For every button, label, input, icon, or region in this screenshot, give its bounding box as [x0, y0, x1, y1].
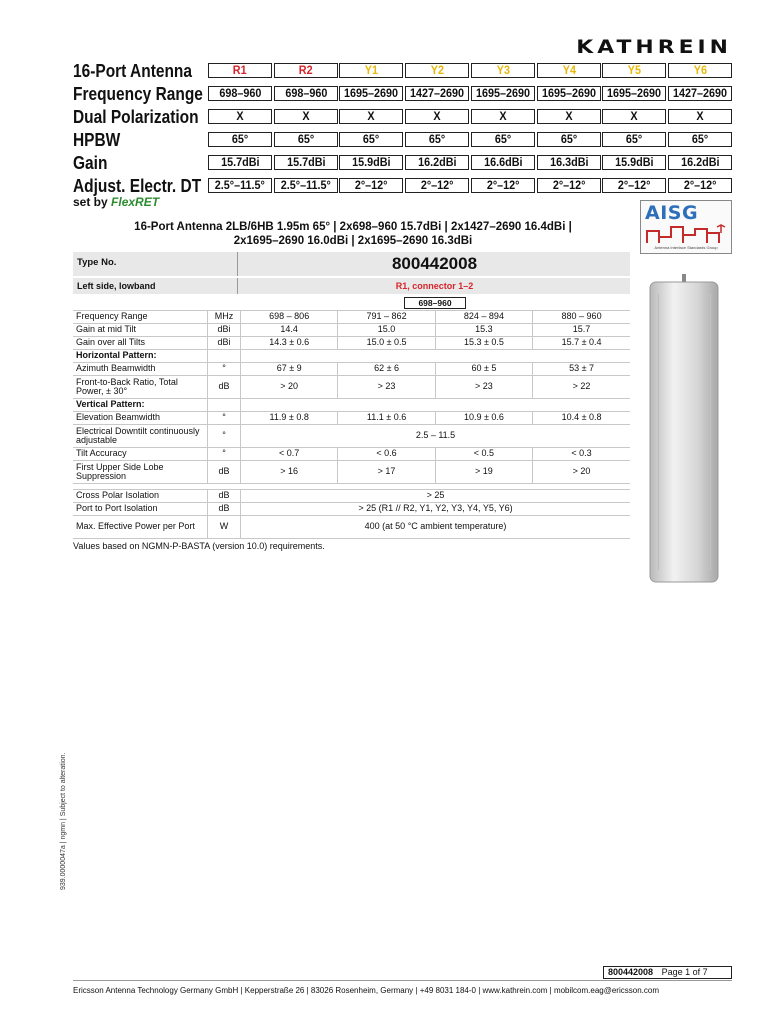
row-value: 10.4 ± 0.8 [533, 412, 630, 425]
summary-cell [405, 109, 469, 124]
summary-cell [405, 132, 469, 147]
row-unit: ° [208, 425, 241, 448]
summary-row-label: Gain [73, 153, 108, 173]
row-label: Frequency Range [73, 311, 208, 324]
summary-cell [602, 86, 666, 101]
summary-cell-text: 2°–12° [552, 178, 586, 192]
summary-cell-text: X [367, 109, 375, 123]
summary-cell-text: 2°–12° [486, 178, 520, 192]
aisg-logo-caption: Antenna Interface Standards Group [654, 245, 718, 250]
row-unit: dB [208, 461, 241, 484]
row-value: 400 (at 50 °C ambient temperature) [241, 516, 631, 539]
summary-cell [274, 86, 338, 101]
row-value: 11.9 ± 0.8 [241, 412, 338, 425]
row-value: > 25 [241, 490, 631, 503]
summary-cell [668, 155, 732, 170]
table-row [73, 337, 630, 350]
summary-cell [339, 109, 403, 124]
footer-part-number: 800442008 [608, 967, 654, 977]
summary-cell-text: 65° [625, 132, 643, 146]
row-unit: MHz [208, 311, 241, 324]
summary-cell-text: Y2 [430, 63, 444, 77]
side-band-bar [73, 278, 630, 294]
summary-cell-text: 2°–12° [420, 178, 454, 192]
summary-row-label: Adjust. Electr. DT [73, 176, 202, 196]
summary-cell-text: 16.2dBi [680, 155, 720, 169]
table-row [73, 503, 630, 516]
row-unit: dBi [208, 337, 241, 350]
row-label: Tilt Accuracy [73, 448, 208, 461]
row-value: 15.3 ± 0.5 [435, 337, 532, 350]
type-number-value: 800442008 [391, 254, 478, 273]
summary-cell [339, 86, 403, 101]
set-by-prefix: set by [73, 195, 108, 209]
row-value: 2.5 – 11.5 [241, 425, 631, 448]
flexret-logo: FlexRET [111, 195, 160, 209]
document-code: 939.0000047a | ngmn | Subject to alteration. [60, 752, 67, 890]
summary-cell-text: 15.9dBi [614, 155, 654, 169]
row-label: Horizontal Pattern: [73, 350, 208, 363]
summary-cell-text: 15.7dBi [220, 155, 260, 169]
summary-cell-text: X [499, 109, 507, 123]
summary-cell-text: 1695–2690 [343, 86, 399, 100]
summary-cell-text: X [433, 109, 441, 123]
row-label: Vertical Pattern: [73, 399, 208, 412]
footer-divider [73, 980, 732, 981]
port-label [339, 63, 403, 78]
table-row [73, 412, 630, 425]
summary-cell-text: 1427–2690 [672, 86, 728, 100]
row-value: > 25 (R1 // R2, Y1, Y2, Y3, Y4, Y5, Y6) [241, 503, 631, 516]
side-band-label: Left side, lowband [77, 281, 156, 291]
row-label: Gain over all Tilts [73, 337, 208, 350]
table-row [73, 376, 630, 399]
port-label [208, 63, 272, 78]
summary-cell-text: 65° [494, 132, 512, 146]
row-label: Port to Port Isolation [73, 503, 208, 516]
row-value: 791 – 862 [338, 311, 435, 324]
row-label: Elevation Beamwidth [73, 412, 208, 425]
row-unit: dBi [208, 324, 241, 337]
row-label: Gain at mid Tilt [73, 324, 208, 337]
row-value: 15.0 ± 0.5 [338, 337, 435, 350]
table-row [73, 516, 630, 539]
port-label [537, 63, 601, 78]
row-value: > 19 [435, 461, 532, 484]
row-value: > 23 [435, 376, 532, 399]
port-label [471, 63, 535, 78]
row-unit [208, 350, 241, 363]
summary-row-label: 16-Port Antenna [73, 61, 192, 81]
summary-cell [405, 178, 469, 193]
row-value: > 20 [533, 461, 630, 484]
summary-cell [537, 132, 601, 147]
row-value: > 22 [533, 376, 630, 399]
summary-cell [537, 86, 601, 101]
summary-cell [274, 178, 338, 193]
summary-cell [471, 86, 535, 101]
summary-cell [471, 109, 535, 124]
row-value: 60 ± 5 [435, 363, 532, 376]
summary-cell-text: 16.2dBi [417, 155, 457, 169]
row-value: < 0.3 [533, 448, 630, 461]
type-number-label: Type No. [77, 257, 117, 268]
table-row [73, 448, 630, 461]
row-value: > 17 [338, 461, 435, 484]
row-value: 53 ± 7 [533, 363, 630, 376]
row-value: 11.1 ± 0.6 [338, 412, 435, 425]
summary-cell [602, 109, 666, 124]
type-number-bar [73, 252, 630, 276]
summary-cell [405, 86, 469, 101]
row-unit: ° [208, 363, 241, 376]
summary-cell [208, 132, 272, 147]
summary-cell [471, 155, 535, 170]
row-value: > 23 [338, 376, 435, 399]
summary-cell-text: Y3 [496, 63, 510, 77]
row-label: First Upper Side Lobe Suppression [73, 461, 208, 484]
summary-cell-text: 65° [362, 132, 380, 146]
summary-cell-text: R1 [233, 63, 247, 77]
summary-cell-text: 2.5°–11.5° [214, 178, 266, 192]
row-unit: ° [208, 412, 241, 425]
table-row [73, 461, 630, 484]
summary-cell [274, 132, 338, 147]
aisg-wave-icon [645, 223, 729, 245]
summary-cell [274, 155, 338, 170]
product-title-line-2: 2x1695–2690 16.0dBi | 2x1695–2690 16.3dBi [233, 235, 473, 247]
row-value: 10.9 ± 0.6 [435, 412, 532, 425]
row-unit: dB [208, 490, 241, 503]
row-value: 62 ± 6 [338, 363, 435, 376]
table-row [73, 399, 630, 412]
port-label [274, 63, 338, 78]
summary-cell [339, 132, 403, 147]
summary-cell [668, 178, 732, 193]
row-label: Cross Polar Isolation [73, 490, 208, 503]
summary-cell-text: X [630, 109, 638, 123]
summary-cell-text: Y1 [364, 63, 378, 77]
summary-cell-text: 65° [297, 132, 315, 146]
summary-cell-text: 16.6dBi [483, 155, 523, 169]
divider [237, 252, 238, 276]
row-label: Front-to-Back Ratio, Total Power, ± 30° [73, 376, 208, 399]
row-label: Max. Effective Power per Port [73, 516, 208, 539]
summary-cell [602, 132, 666, 147]
port-label [405, 63, 469, 78]
row-value: 14.3 ± 0.6 [241, 337, 338, 350]
port-label [602, 63, 666, 78]
row-value: 698 – 806 [241, 311, 338, 324]
summary-cell-text: 698–960 [284, 86, 328, 100]
summary-cell [208, 109, 272, 124]
row-value: > 20 [241, 376, 338, 399]
summary-cell-text: Y4 [562, 63, 576, 77]
port-label [668, 63, 732, 78]
summary-cell [537, 109, 601, 124]
summary-cell-text: X [696, 109, 704, 123]
row-value: < 0.7 [241, 448, 338, 461]
summary-cell [537, 178, 601, 193]
row-unit: W [208, 516, 241, 539]
row-value: 67 ± 9 [241, 363, 338, 376]
summary-cell-text: 65° [560, 132, 578, 146]
summary-row-label: HPBW [73, 130, 121, 150]
brand-logo: KATHREIN [576, 36, 732, 58]
table-row [73, 324, 630, 337]
summary-row-label: Frequency Range [73, 84, 203, 104]
row-value: 15.0 [338, 324, 435, 337]
aisg-logo [640, 200, 732, 254]
summary-cell-text: X [236, 109, 244, 123]
row-value: < 0.5 [435, 448, 532, 461]
summary-cell [274, 109, 338, 124]
summary-cell [471, 178, 535, 193]
row-unit: dB [208, 376, 241, 399]
row-value: 14.4 [241, 324, 338, 337]
summary-cell-text: 1427–2690 [409, 86, 465, 100]
row-value: 15.3 [435, 324, 532, 337]
set-by-label [73, 195, 159, 209]
summary-cell [339, 178, 403, 193]
row-value: 15.7 ± 0.4 [533, 337, 630, 350]
row-value: < 0.6 [338, 448, 435, 461]
summary-cell-text: 2°–12° [683, 178, 717, 192]
table-row [73, 425, 630, 448]
summary-cell-text: 65° [691, 132, 709, 146]
summary-cell [668, 109, 732, 124]
band-label: 698–960 [404, 297, 466, 309]
antenna-image [644, 270, 724, 590]
summary-cell [208, 86, 272, 101]
summary-cell-text: 698–960 [218, 86, 262, 100]
row-value: 880 – 960 [533, 311, 630, 324]
summary-cell-text: 65° [428, 132, 446, 146]
summary-cell-text: 2.5°–11.5° [280, 178, 332, 192]
summary-cell-text: 2°–12° [617, 178, 651, 192]
summary-cell-text: 1695–2690 [606, 86, 662, 100]
footer-address: Ericsson Antenna Technology Germany GmbH | Kepperstraße 26 | 83026 Rosenheim, Germany | +49 8031 184-0 | www.kathrein.com | mobilcom.eag@ericsson.com [73, 986, 659, 995]
summary-cell-text: 15.9dBi [351, 155, 391, 169]
summary-cell [405, 155, 469, 170]
summary-cell-text: 2°–12° [354, 178, 388, 192]
summary-cell-text: Y5 [627, 63, 641, 77]
summary-cell [471, 132, 535, 147]
summary-row-label: Dual Polarization [73, 107, 199, 127]
row-value: 824 – 894 [435, 311, 532, 324]
row-unit [208, 399, 241, 412]
table-row [73, 350, 630, 363]
summary-cell [208, 155, 272, 170]
divider [237, 278, 238, 294]
product-title-line-1: 16-Port Antenna 2LB/6HB 1.95m 65° | 2x698–960 15.7dBi | 2x1427–2690 16.4dBi | [134, 221, 572, 233]
summary-cell-text: 15.7dBi [286, 155, 326, 169]
aisg-logo-text: AISG [645, 202, 699, 224]
requirements-note: Values based on NGMN-P-BASTA (version 10.0) requirements. [73, 541, 325, 551]
page-info-box [603, 966, 732, 979]
spec-table [73, 310, 630, 539]
row-unit: ° [208, 448, 241, 461]
row-label: Electrical Downtilt continuously adjustable [73, 425, 208, 448]
page-number: Page 1 of 7 [661, 967, 708, 977]
row-value: > 16 [241, 461, 338, 484]
summary-cell-text: 1695–2690 [475, 86, 531, 100]
summary-cell [602, 155, 666, 170]
summary-cell-text: R2 [299, 63, 313, 77]
summary-cell [208, 178, 272, 193]
summary-cell [668, 132, 732, 147]
summary-cell [537, 155, 601, 170]
summary-cell-text: 1695–2690 [541, 86, 597, 100]
product-title [73, 220, 633, 248]
summary-cell [668, 86, 732, 101]
table-row [73, 490, 630, 503]
row-label: Azimuth Beamwidth [73, 363, 208, 376]
summary-cell [602, 178, 666, 193]
row-unit: dB [208, 503, 241, 516]
connector-label: R1, connector 1–2 [395, 281, 474, 291]
table-row [73, 311, 630, 324]
summary-cell-text: X [302, 109, 310, 123]
row-value: 15.7 [533, 324, 630, 337]
summary-cell-text: Y6 [693, 63, 707, 77]
summary-cell-text: 65° [231, 132, 249, 146]
row-empty [241, 350, 631, 363]
summary-cell [339, 155, 403, 170]
table-row [73, 363, 630, 376]
summary-cell-text: 16.3dBi [549, 155, 589, 169]
summary-cell-text: X [565, 109, 573, 123]
row-empty [241, 399, 631, 412]
